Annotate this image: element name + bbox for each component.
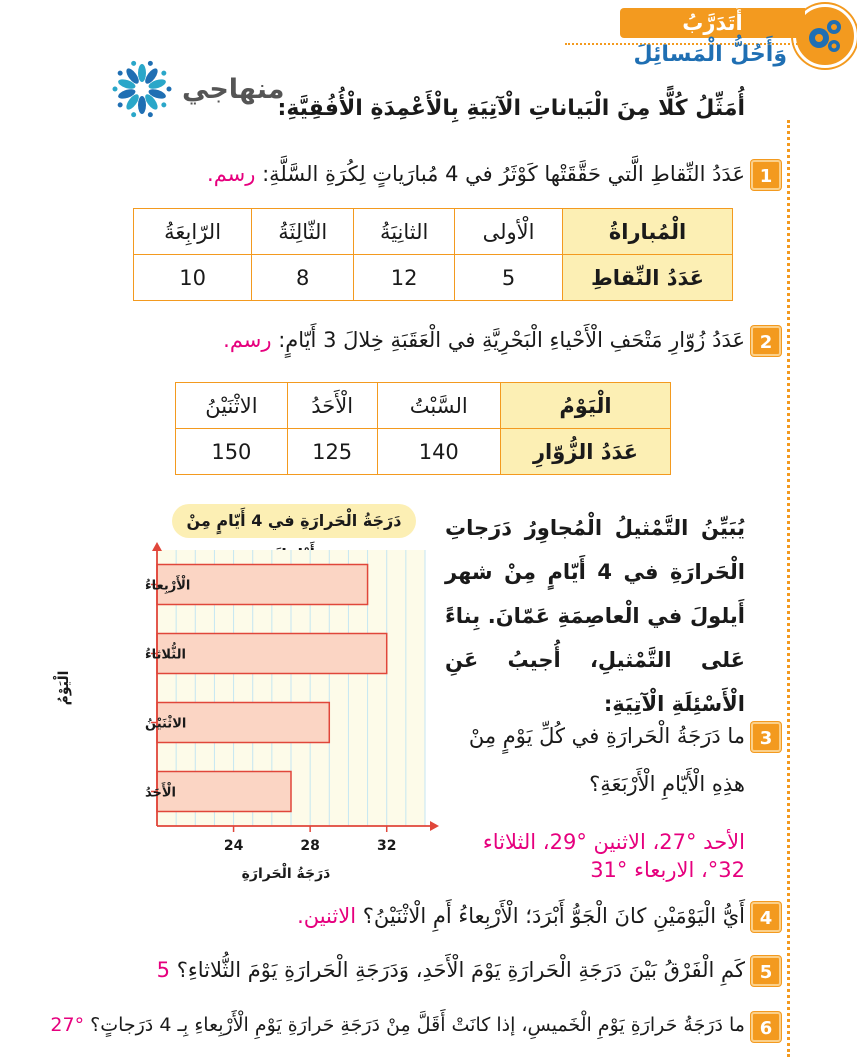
emblem-dot xyxy=(147,60,153,66)
chart-description-paragraph: يُبَيِّنُ التَّمْثيلُ الْمُجاوِرُ دَرَجاتِ الْحَرارَةِ في 4 أَيّامٍ مِنْ شهر أَيلولَ في الْعاصِمَةِ عَمّانَ. بِناءً عَلى التَّمْثيلِ، أُجيبُ عَنِ الْأَسْئِلَةِ الْآتِيَةِ: xyxy=(445,516,745,716)
table-row xyxy=(176,383,671,429)
table-row xyxy=(176,429,671,475)
question-2-prompt: عَدَدُ زُوّارِ مَتْحَفِ الْأَحْياءِ الْبَحْرِيَّةِ في الْعَقَبَةِ خِلالَ 3 أَيّامٍ: xyxy=(278,328,745,352)
question-6-text xyxy=(50,1014,745,1036)
question-5-prompt: كَمِ الْفَرْقُ بَيْنَ دَرَجَةِ الْحَرارَةِ يَوْمَ الْأَحَدِ، وَدَرَجَةِ الْحَرارَةِ يَوْمَ الثُّلاثاءِ؟ xyxy=(176,958,745,982)
question-4-prompt: أَيُّ الْيَوْمَيْنِ كانَ الْجَوُّ أَبْرَدَ؛ الْأَرْبِعاءُ أَمِ الْاثْنَيْنُ؟ xyxy=(362,904,745,928)
brand-name: منهاجي xyxy=(182,73,285,105)
emblem-dot xyxy=(167,87,172,92)
question-6-answer: °27 xyxy=(50,1014,85,1036)
table-column-header: الْأولى xyxy=(455,209,563,255)
table-row-label: عَدَدُ الزُّوّارِ xyxy=(501,429,671,475)
question-6-prompt: ما دَرَجَةُ حَرارَةِ يَوْمِ الْخَميسِ، إذا كانَتْ أَقَلَّ مِنْ دَرَجَةِ حَرارَةِ يَوْمِ الْأَرْبِعاءِ بِـ 4 دَرَجاتٍ؟ xyxy=(90,1014,745,1036)
y-axis-label: الْيَوْمُ xyxy=(56,670,72,706)
practice-label: أَتَدَرَّبُ xyxy=(620,8,805,38)
table-cell: 10 xyxy=(134,255,252,301)
table-row-label: عَدَدُ النِّقاطِ xyxy=(563,255,733,301)
question-4-answer: الاثنين. xyxy=(297,904,357,928)
table-column-header: الْأَحَدُ xyxy=(287,383,377,429)
instruction-title: أُمَثِّلُ كُلًّا مِنَ الْبَياناتِ الْآتِيَةِ بِالْأَعْمِدَةِ الْأُفُقِيَّةِ: xyxy=(277,96,745,121)
y-tick-label: الاثْنَيْنُ xyxy=(145,716,187,732)
question-number-5: 5 xyxy=(751,956,781,986)
emblem-dot xyxy=(160,70,167,77)
emblem-petal xyxy=(138,96,146,114)
emblem-dot xyxy=(117,70,124,77)
museum-visitors-table xyxy=(175,382,671,475)
temperature-bar-chart xyxy=(40,538,450,898)
question-5-answer: 5 xyxy=(156,958,171,982)
question-5-text xyxy=(157,958,745,982)
table-header-label: الْيَوْمُ xyxy=(501,383,671,429)
chart-title: دَرَجَةُ الْحَرارَةِ في 4 أَيّامٍ مِنْ xyxy=(172,504,416,538)
table-column-header: الرّابِعَةُ xyxy=(134,209,252,255)
question-3-answer-line2: °32، الاربعاء °31 xyxy=(590,858,745,882)
table-cell: 140 xyxy=(377,429,501,475)
margin-dotted-line xyxy=(787,120,790,1057)
brand-logo xyxy=(112,58,284,120)
bar-0 xyxy=(157,772,291,812)
emblem-dot xyxy=(160,101,167,108)
table-row xyxy=(134,209,733,255)
y-tick-label: الْأَرْبِعاءُ xyxy=(145,578,191,594)
emblem-petal xyxy=(138,64,146,82)
table-cell: 12 xyxy=(354,255,455,301)
bar-2 xyxy=(157,634,387,674)
question-3-line2: هذِهِ الْأَيّامِ الْأَرْبَعَةِ؟ xyxy=(589,772,745,796)
table-header-label: الْمُباراةُ xyxy=(563,209,733,255)
question-number-1: 1 xyxy=(751,160,781,190)
table-column-header: السَّبْتُ xyxy=(377,383,501,429)
section-subtitle: وَأَحُلُّ الْمَسائِلَ xyxy=(633,42,787,67)
question-number-4: 4 xyxy=(751,902,781,932)
table-row xyxy=(134,255,733,301)
question-1-answer: رسم. xyxy=(207,162,256,186)
gears-icon xyxy=(802,13,848,59)
question-3-answer-line1: الأحد °27، الاثنين °29، الثلاثاء xyxy=(482,830,745,854)
question-number-6: 6 xyxy=(751,1012,781,1042)
x-tick-label: 32 xyxy=(376,838,397,854)
table-column-header: الاثْنَيْنُ xyxy=(176,383,288,429)
x-axis-arrow xyxy=(430,821,439,831)
emblem-dot xyxy=(147,112,153,118)
x-axis-label: دَرَجَةُ الْحَرارَةِ xyxy=(241,866,331,882)
question-number-3: 3 xyxy=(751,722,781,752)
question-3-line1: ما دَرَجَةُ الْحَرارَةِ في كُلِّ يَوْمٍ مِنْ xyxy=(468,724,745,748)
y-tick-label: الثُّلاثاءُ xyxy=(145,647,186,663)
question-2-text xyxy=(223,328,745,352)
emblem-dot xyxy=(131,60,137,66)
question-1-prompt: عَدَدُ النِّقاطِ الَّتي حَقَّقَتْها كَوْثَرُ في 4 مُبارَياتٍ لِكُرَةِ السَّلَّةِ: xyxy=(262,162,745,186)
table-cell: 150 xyxy=(176,429,288,475)
table-cell: 8 xyxy=(252,255,354,301)
table-cell: 125 xyxy=(287,429,377,475)
table-cell: 5 xyxy=(455,255,563,301)
y-axis-arrow xyxy=(152,542,162,551)
emblem-dot xyxy=(117,101,124,108)
question-4-text xyxy=(297,904,745,928)
matches-points-table xyxy=(133,208,733,301)
question-3-answer xyxy=(483,828,745,884)
table-column-header: الثّالِثَةُ xyxy=(252,209,354,255)
x-tick-label: 28 xyxy=(300,838,320,854)
question-1-text xyxy=(207,162,745,186)
question-2-answer: رسم. xyxy=(223,328,272,352)
x-tick-label: 24 xyxy=(223,838,244,854)
emblem-dot xyxy=(113,87,118,92)
y-tick-label: الْأَحَدُ xyxy=(145,785,177,801)
table-column-header: الثانِيَةُ xyxy=(354,209,455,255)
brand-emblem-icon xyxy=(112,59,172,119)
emblem-dot xyxy=(131,112,137,118)
question-number-2: 2 xyxy=(751,326,781,356)
